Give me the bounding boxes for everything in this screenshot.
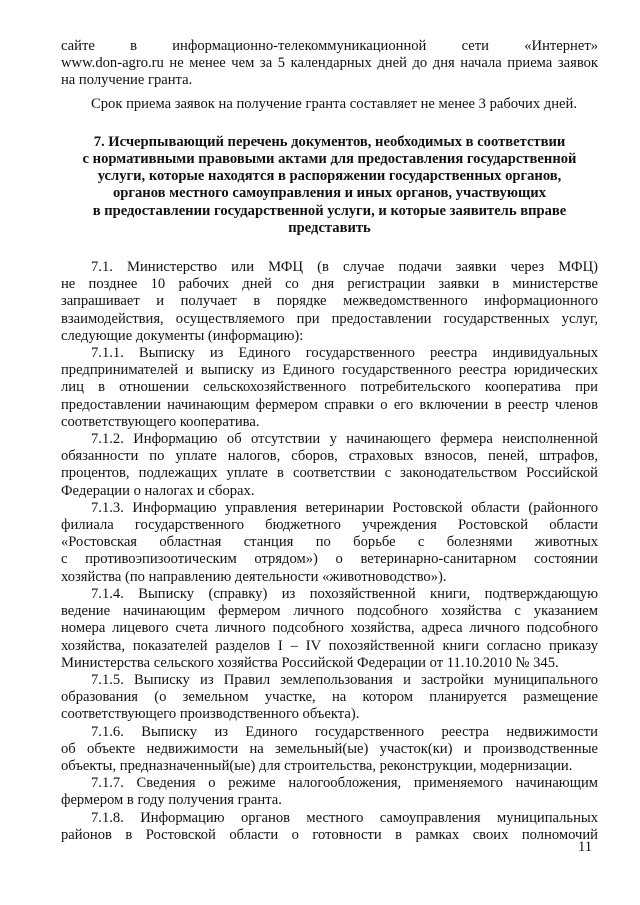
intro-line: www.don-agro.ru не менее чем за 5 календарных дней до дня начала приема заявок — [61, 55, 598, 72]
paragraph — [61, 431, 598, 500]
paragraph-line: соответствующего производственного объекта). — [61, 706, 360, 723]
paragraph — [61, 345, 598, 431]
paragraph-line: Федерации о налогах и сборах. — [61, 482, 255, 499]
paragraph-line: 7.1. Министерство или МФЦ (в случае подачи заявки через МФЦ) — [91, 259, 598, 276]
paragraph-line: районов в Ростовской области о готовности в рамках своих полномочий — [61, 826, 598, 843]
section-heading — [61, 134, 598, 237]
heading-line: органов местного самоуправления и иных органов, участвующих — [112, 185, 547, 202]
paragraph-line: номера лицевого счета личного подсобного хозяйства, адреса личного подсобного — [61, 620, 598, 637]
paragraph-line: объекты, предназначенный(ые) для строительства, реконструкции, модернизации. — [61, 757, 573, 774]
intro-line: на получение гранта. — [61, 72, 193, 89]
paragraph-line: об объекте недвижимости на земельный(ые) участок(ки) и производственные — [61, 740, 598, 757]
paragraph-line: предпринимателей и выписку из Единого государственного реестра юридических — [61, 362, 598, 379]
paragraph-line: 7.1.6. Выписку из Единого государственного реестра недвижимости — [91, 723, 598, 740]
paragraph-line: взаимодействия, осуществляемого при предоставлении государственных услуг, — [61, 310, 598, 327]
paragraph — [61, 500, 598, 586]
paragraph-line: Министерства сельского хозяйства Российской Федерации от 11.10.2010 № 345. — [61, 654, 559, 671]
paragraph-line: образования (о земельном участке, на котором планируется размещение — [61, 689, 598, 706]
paragraph-line: 7.1.3. Информацию управления ветеринарии Ростовской области (районного — [91, 499, 598, 516]
heading-line: услуги, которые находятся в распоряжении государственных органов, — [97, 168, 562, 185]
heading-line: 7. Исчерпывающий перечень документов, необходимых в соответствии — [93, 133, 566, 150]
paragraph-line: предоставлении начинающим фермером справки о его включении в реестр членов — [61, 396, 598, 413]
document-page — [61, 38, 598, 844]
paragraph-line: хозяйства, показателей разделов I – IV похозяйственной книги согласно приказу — [61, 637, 598, 654]
paragraph-line: процентов, подлежащих уплате в соответствии с законодательством Российской — [61, 465, 598, 482]
paragraph — [61, 810, 598, 844]
page-number: 11 — [578, 839, 593, 855]
paragraph — [61, 586, 598, 672]
paragraph-line: 7.1.8. Информацию органов местного самоуправления муниципальных — [91, 809, 598, 826]
paragraph — [61, 672, 598, 724]
heading-line: с нормативными правовыми актами для предоставления государственной — [82, 151, 577, 168]
deadline-text: Срок приема заявок на получение гранта составляет не менее 3 рабочих дней. — [91, 95, 577, 112]
paragraph-line: хозяйства (по направлению деятельности «животноводство»). — [61, 568, 447, 585]
heading-line: в предоставлении государственной услуги, и которые заявитель вправе — [92, 202, 567, 219]
intro-block — [61, 38, 598, 113]
paragraph-line: ведение начинающим фермером личного подсобного хозяйства с указанием — [61, 603, 598, 620]
heading-line: представить — [288, 219, 371, 236]
paragraph-line: фермером в году получения гранта. — [61, 792, 282, 809]
paragraph-line: лиц в отношении сельскохозяйственного потребительского кооператива при — [61, 379, 598, 396]
paragraph-line: филиала государственного бюджетного учреждения Ростовской области — [61, 517, 598, 534]
paragraph-line: 7.1.7. Сведения о режиме налогообложения, применяемого начинающим — [91, 775, 598, 792]
paragraph-line: «Ростовская областная станция по борьбе с болезнями животных — [61, 534, 598, 551]
paragraph-line: 7.1.2. Информацию об отсутствии у начинающего фермера неисполненной — [91, 431, 598, 448]
paragraph-line: 7.1.4. Выписку (справку) из похозяйственной книги, подтверждающую — [91, 585, 598, 602]
paragraph-line: следующие документы (информацию): — [61, 327, 304, 344]
paragraph-line: запрашивает и получает в порядке межведомственного информационного — [61, 293, 598, 310]
paragraph-line: 7.1.5. Выписку из Правил землепользования и застройки муниципального — [91, 671, 598, 688]
paragraph — [61, 259, 598, 345]
paragraph-line: обязанности по уплате налогов, сборов, страховых взносов, пеней, штрафов, — [61, 448, 598, 465]
paragraph-line: с противоэпизоотическим отрядом») о ветеринарно-санитарном состоянии — [61, 551, 598, 568]
paragraph — [61, 724, 598, 776]
paragraph-line: не позднее 10 рабочих дней со дня регистрации заявки в министерстве — [61, 276, 598, 293]
intro-line: сайте в информационно-телекоммуникационной сети «Интернет» — [61, 38, 598, 54]
paragraph-line: 7.1.1. Выписку из Единого государственного реестра индивидуальных — [91, 345, 598, 362]
paragraph-line: соответствующего кооператива. — [61, 413, 260, 430]
paragraph — [61, 775, 598, 809]
section-body — [61, 259, 598, 844]
